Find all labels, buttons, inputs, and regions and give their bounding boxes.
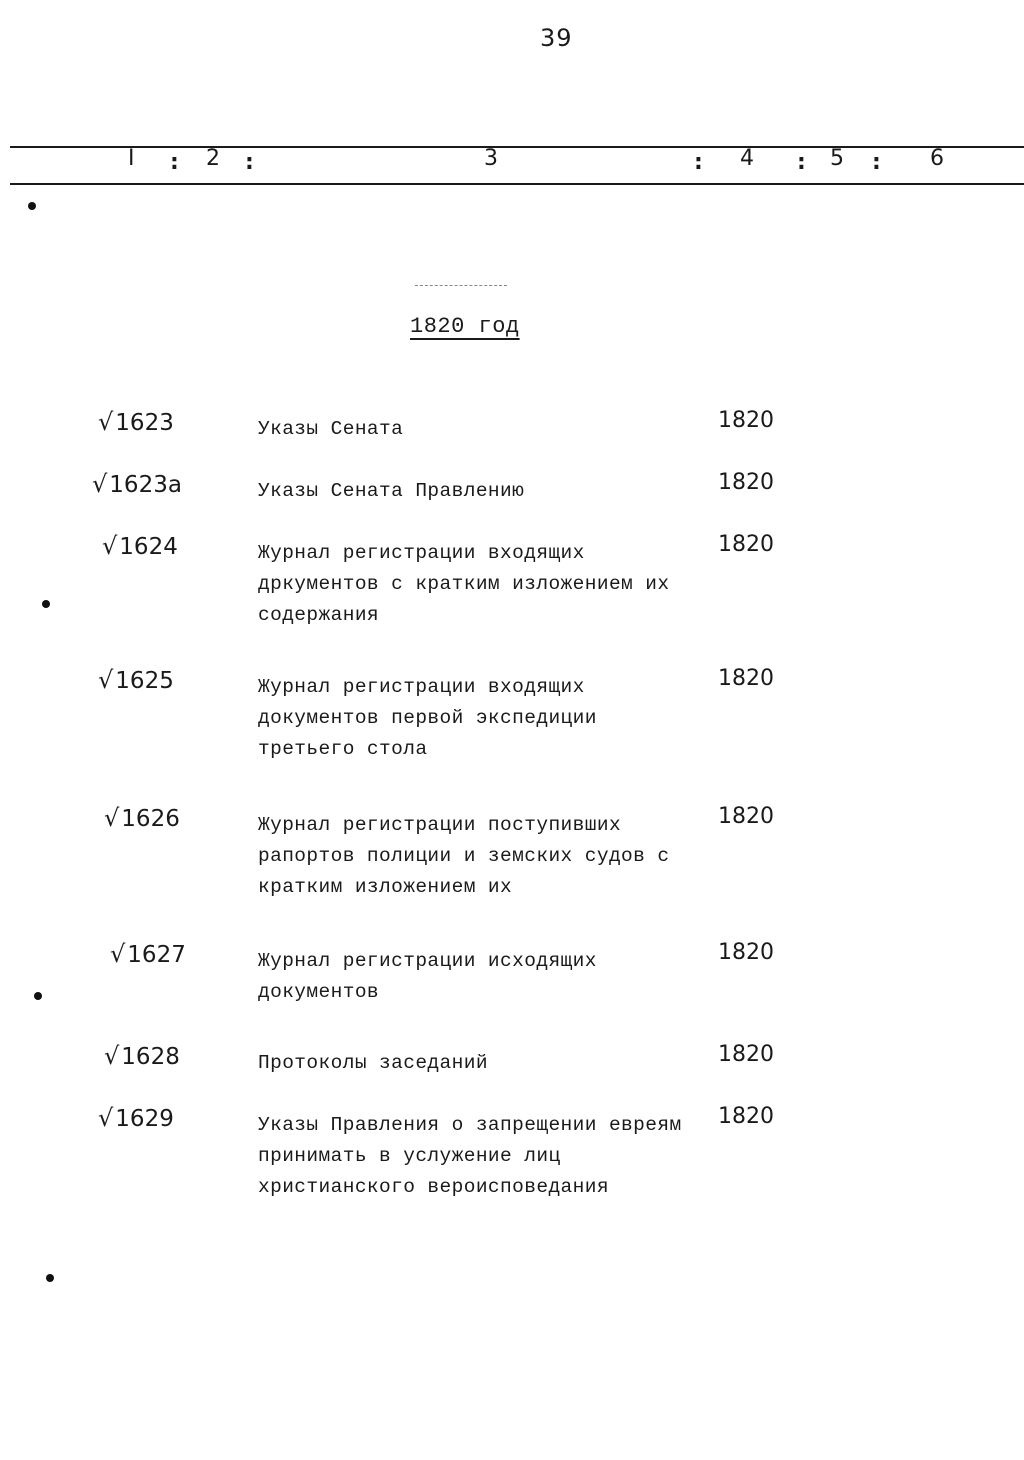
page-number: 39	[540, 24, 573, 52]
catalog-number	[98, 1104, 174, 1132]
catalog-number-text: 1629	[115, 1106, 174, 1132]
entry-title: Журнал регистрации входящих дркументов с кратким изложением их содержания	[258, 542, 670, 626]
entry-title: Журнал регистрации входящих документов первой экспедиции третьего стола	[258, 676, 597, 760]
column-separator: :	[170, 150, 179, 175]
entry-year: 1820	[718, 804, 774, 829]
check-mark: √	[102, 532, 118, 560]
header-rule-top	[10, 146, 1024, 148]
column-header-3: 3	[484, 146, 498, 171]
entry-title: Протоколы заседаний	[258, 1052, 488, 1074]
column-header-5: 5	[830, 146, 844, 171]
entry-title: Журнал регистрации исходящих документов	[258, 950, 597, 1003]
catalog-number-text: 1626	[121, 806, 180, 832]
catalog-number	[92, 470, 182, 498]
column-separator: :	[694, 150, 703, 175]
check-mark: √	[98, 408, 114, 436]
entry-year: 1820	[718, 666, 774, 691]
catalog-number-text: 1623а	[109, 472, 182, 498]
column-separator: :	[797, 150, 806, 175]
catalog-number-text: 1624	[119, 534, 178, 560]
check-mark: √	[104, 1042, 120, 1070]
column-header-6: 6	[930, 146, 944, 171]
entry-title: Указы Сената	[258, 418, 404, 440]
dashed-separator	[415, 285, 507, 286]
catalog-number-text: 1623	[115, 410, 174, 436]
catalog-number-text: 1628	[121, 1044, 180, 1070]
year-heading: 1820 год	[410, 314, 520, 339]
catalog-number-text: 1625	[115, 668, 174, 694]
column-header-1: I	[128, 146, 135, 171]
column-separator: :	[872, 150, 881, 175]
entry-year: 1820	[718, 940, 774, 965]
catalog-number	[104, 1042, 180, 1070]
entry-title: Указы Правления о запрещении евреям принимать в услужение лиц христианского вероисповедания	[258, 1114, 682, 1198]
check-mark: √	[110, 940, 126, 968]
catalog-number	[98, 666, 174, 694]
catalog-number	[98, 408, 174, 436]
ink-speck	[46, 1274, 54, 1282]
entry-year: 1820	[718, 408, 774, 433]
ink-speck	[42, 600, 50, 608]
check-mark: √	[98, 666, 114, 694]
catalog-number	[102, 532, 178, 560]
ink-speck	[34, 992, 42, 1000]
entry-title: Указы Сената Правлению	[258, 480, 525, 502]
check-mark: √	[92, 470, 108, 498]
check-mark: √	[98, 1104, 114, 1132]
entry-year: 1820	[718, 1104, 774, 1129]
header-rule-bottom	[10, 183, 1024, 185]
column-header-4: 4	[740, 146, 754, 171]
catalog-number	[110, 940, 186, 968]
entry-year: 1820	[718, 532, 774, 557]
entry-title: Журнал регистрации поступивших рапортов полиции и земских судов с кратким изложением их	[258, 814, 670, 898]
ink-speck	[28, 202, 36, 210]
catalog-number-text: 1627	[127, 942, 186, 968]
column-header-2: 2	[206, 146, 220, 171]
entry-year: 1820	[718, 1042, 774, 1067]
check-mark: √	[104, 804, 120, 832]
entry-year: 1820	[718, 470, 774, 495]
column-separator: :	[245, 150, 254, 175]
catalog-number	[104, 804, 180, 832]
